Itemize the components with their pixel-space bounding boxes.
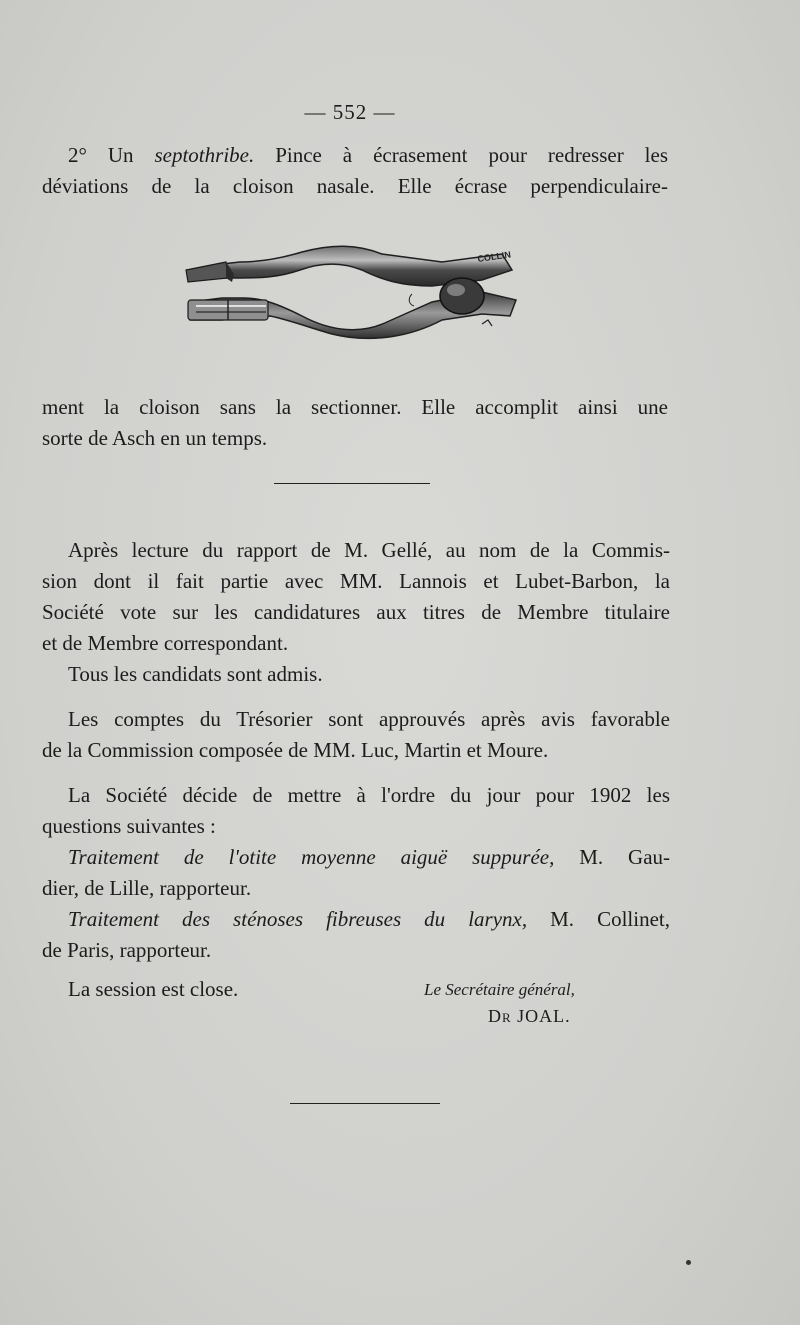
- paragraph-septothribe-cont-line-1: ment la cloison sans la sectionner. Elle accomplit ainsi une: [42, 395, 668, 419]
- end-divider: [290, 1103, 440, 1104]
- paragraph-candidats: Tous les candidats sont admis.: [68, 662, 323, 686]
- line-text: Pince à écrasement pour redresser les: [254, 143, 668, 167]
- instrument-name: septothribe.: [154, 143, 255, 167]
- paragraph-comptes-line-2: de la Commission composée de MM. Luc, Martin et Moure.: [42, 738, 549, 762]
- page-number: — 552 —: [304, 100, 396, 124]
- paragraph-rapport-line-2: sion dont il fait partie avec MM. Lannois et Lubet-Barbon, la: [42, 569, 670, 593]
- paragraph-rapport-line-1: Après lecture du rapport de M. Gellé, au nom de la Commis-: [68, 538, 670, 562]
- topic-larynx-line-1: [42, 904, 670, 935]
- paragraph-ordre-line-1: La Société décide de mettre à l'ordre du jour pour 1902 les: [68, 783, 670, 807]
- signature-role: Le Secrétaire général,: [424, 980, 575, 999]
- paragraph-septothribe-cont-line-2: sorte de Asch en un temps.: [42, 426, 268, 450]
- paragraph-septothribe-line-2: déviations de la cloison nasale. Elle écrase perpendiculaire-: [42, 174, 668, 198]
- topic-rest: M. Gau-: [554, 845, 671, 869]
- paragraph-rapport-line-3: Société vote sur les candidatures aux titres de Membre titulaire: [42, 600, 670, 624]
- paragraph-session-close: La session est close.: [68, 977, 239, 1001]
- topic-title: Traitement des sténoses fibreuses du larynx,: [68, 907, 528, 931]
- topic-rest: M. Collinet,: [527, 907, 670, 931]
- section-divider: [274, 483, 430, 484]
- topic-otite-line-1: [42, 842, 670, 873]
- paragraph-comptes-line-1: Les comptes du Trésorier sont approuvés après avis favorable: [68, 707, 670, 731]
- topic-larynx-line-2: de Paris, rapporteur.: [42, 938, 212, 962]
- maker-engraving: COLLIN: [476, 249, 512, 264]
- topic-otite-line-2: dier, de Lille, rapporteur.: [42, 876, 252, 900]
- paragraph-ordre-line-2: questions suivantes :: [42, 814, 216, 838]
- paragraph-septothribe-line-1: [42, 140, 668, 171]
- topic-title: Traitement de l'otite moyenne aiguë suppurée,: [68, 845, 555, 869]
- item-number: 2° Un: [68, 143, 155, 167]
- ink-speck: [686, 1260, 691, 1265]
- signature-name: Dr JOAL.: [488, 1006, 571, 1026]
- septothribe-forceps-illustration: [182, 240, 522, 340]
- paragraph-rapport-line-4: et de Membre correspondant.: [42, 631, 289, 655]
